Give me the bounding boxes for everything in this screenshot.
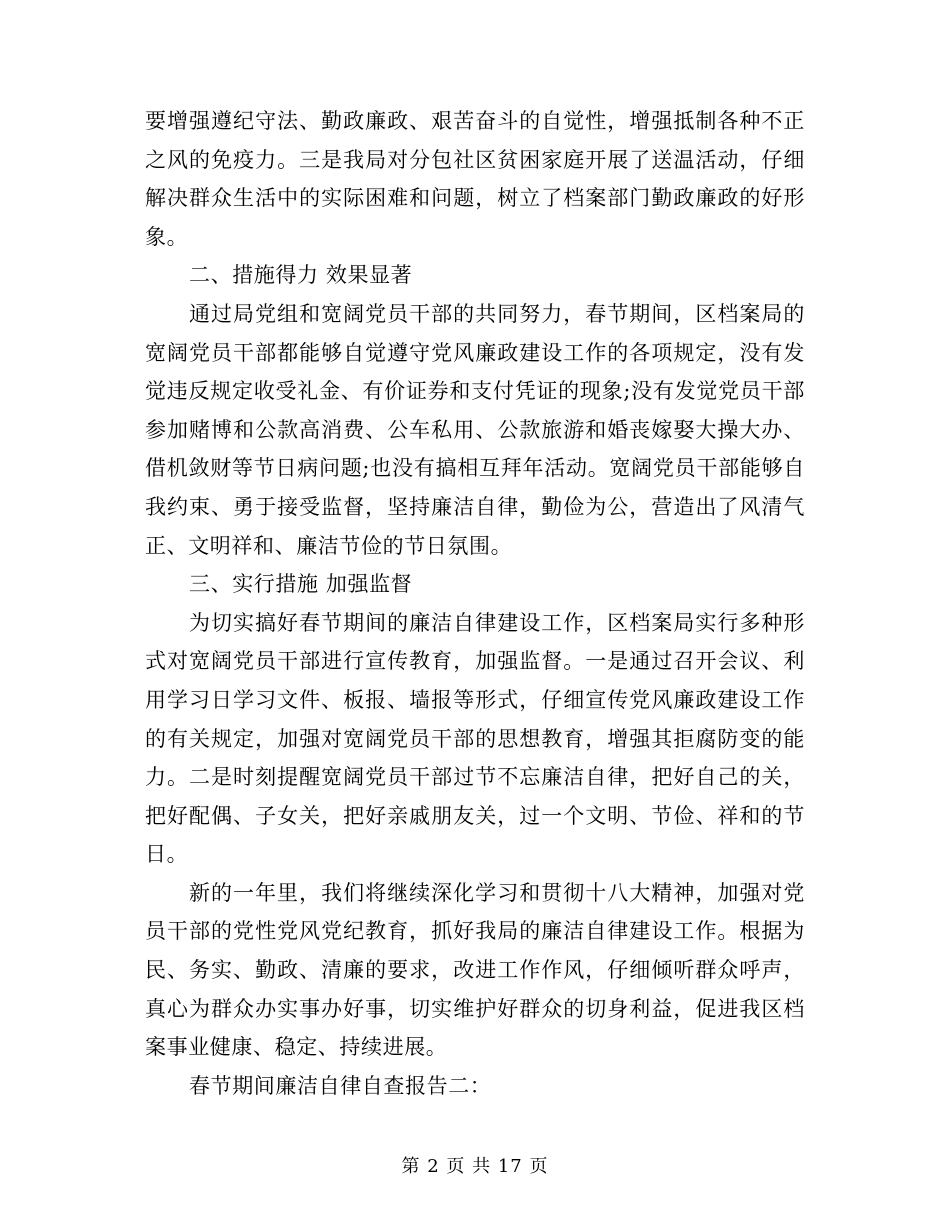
- paragraph-measures: 为切实搞好春节期间的廉洁自律建设工作，区档案局实行多种形式对宽阔党员干部进行宣传教育，加强监督。一是通过召开会议、利用学习日学习文件、板报、墙报等形式，仔细宣传党风廉政建设工作的有关规定，加强对宽阔党员干部的思想教育，增强其拒腐防变的能力。二是时刻提醒宽阔党员干部过节不忘廉洁自律，把好自己的关，把好配偶、子女关，把好亲戚朋友关，过一个文明、节俭、祥和的节日。: [145, 610, 805, 867]
- report-two-title: 春节期间廉洁自律自查报告二：: [189, 1073, 492, 1098]
- paragraph-new-year: 新的一年里，我们将继续深化学习和贯彻十八大精神，加强对党员干部的党性党风党纪教育，抓好我局的廉洁自律建设工作。根据为民、务实、勤政、清廉的要求，改进工作作风，仔细倾听群众呼声，真心为群众办实事办好事，切实维护好群众的切身利益，促进我区档案事业健康、稳定、持续进展。: [145, 880, 805, 1060]
- section-heading-2: 二、措施得力 效果显著: [189, 263, 413, 288]
- paragraph-results: 通过局党组和宽阔党员干部的共同努力，春节期间，区档案局的宽阔党员干部都能够自觉遵守党风廉政建设工作的各项规定，没有发觉违反规定收受礼金、有价证券和支付凭证的现象;没有发觉党员干部参加赌博和公款高消费、公车私用、公款旅游和婚丧嫁娶大操大办、借机敛财等节日病问题;也没有搞相互拜年活动。宽阔党员干部能够自我约束、勇于接受监督，坚持廉洁自律，勤俭为公，营造出了风清气正、文明祥和、廉洁节俭的节日氛围。: [145, 301, 805, 558]
- document-body: [145, 102, 805, 1105]
- section-heading-3: 三、实行措施 加强监督: [189, 572, 413, 597]
- paragraph-continued: 要增强遵纪守法、勤政廉政、艰苦奋斗的自觉性，增强抵制各种不正之风的免疫力。三是我局对分包社区贫困家庭开展了送温活动，仔细解决群众生活中的实际困难和问题，树立了档案部门勤政廉政的好形象。: [145, 109, 805, 249]
- page-number-footer: 第 2 页 共 17 页: [401, 1156, 549, 1177]
